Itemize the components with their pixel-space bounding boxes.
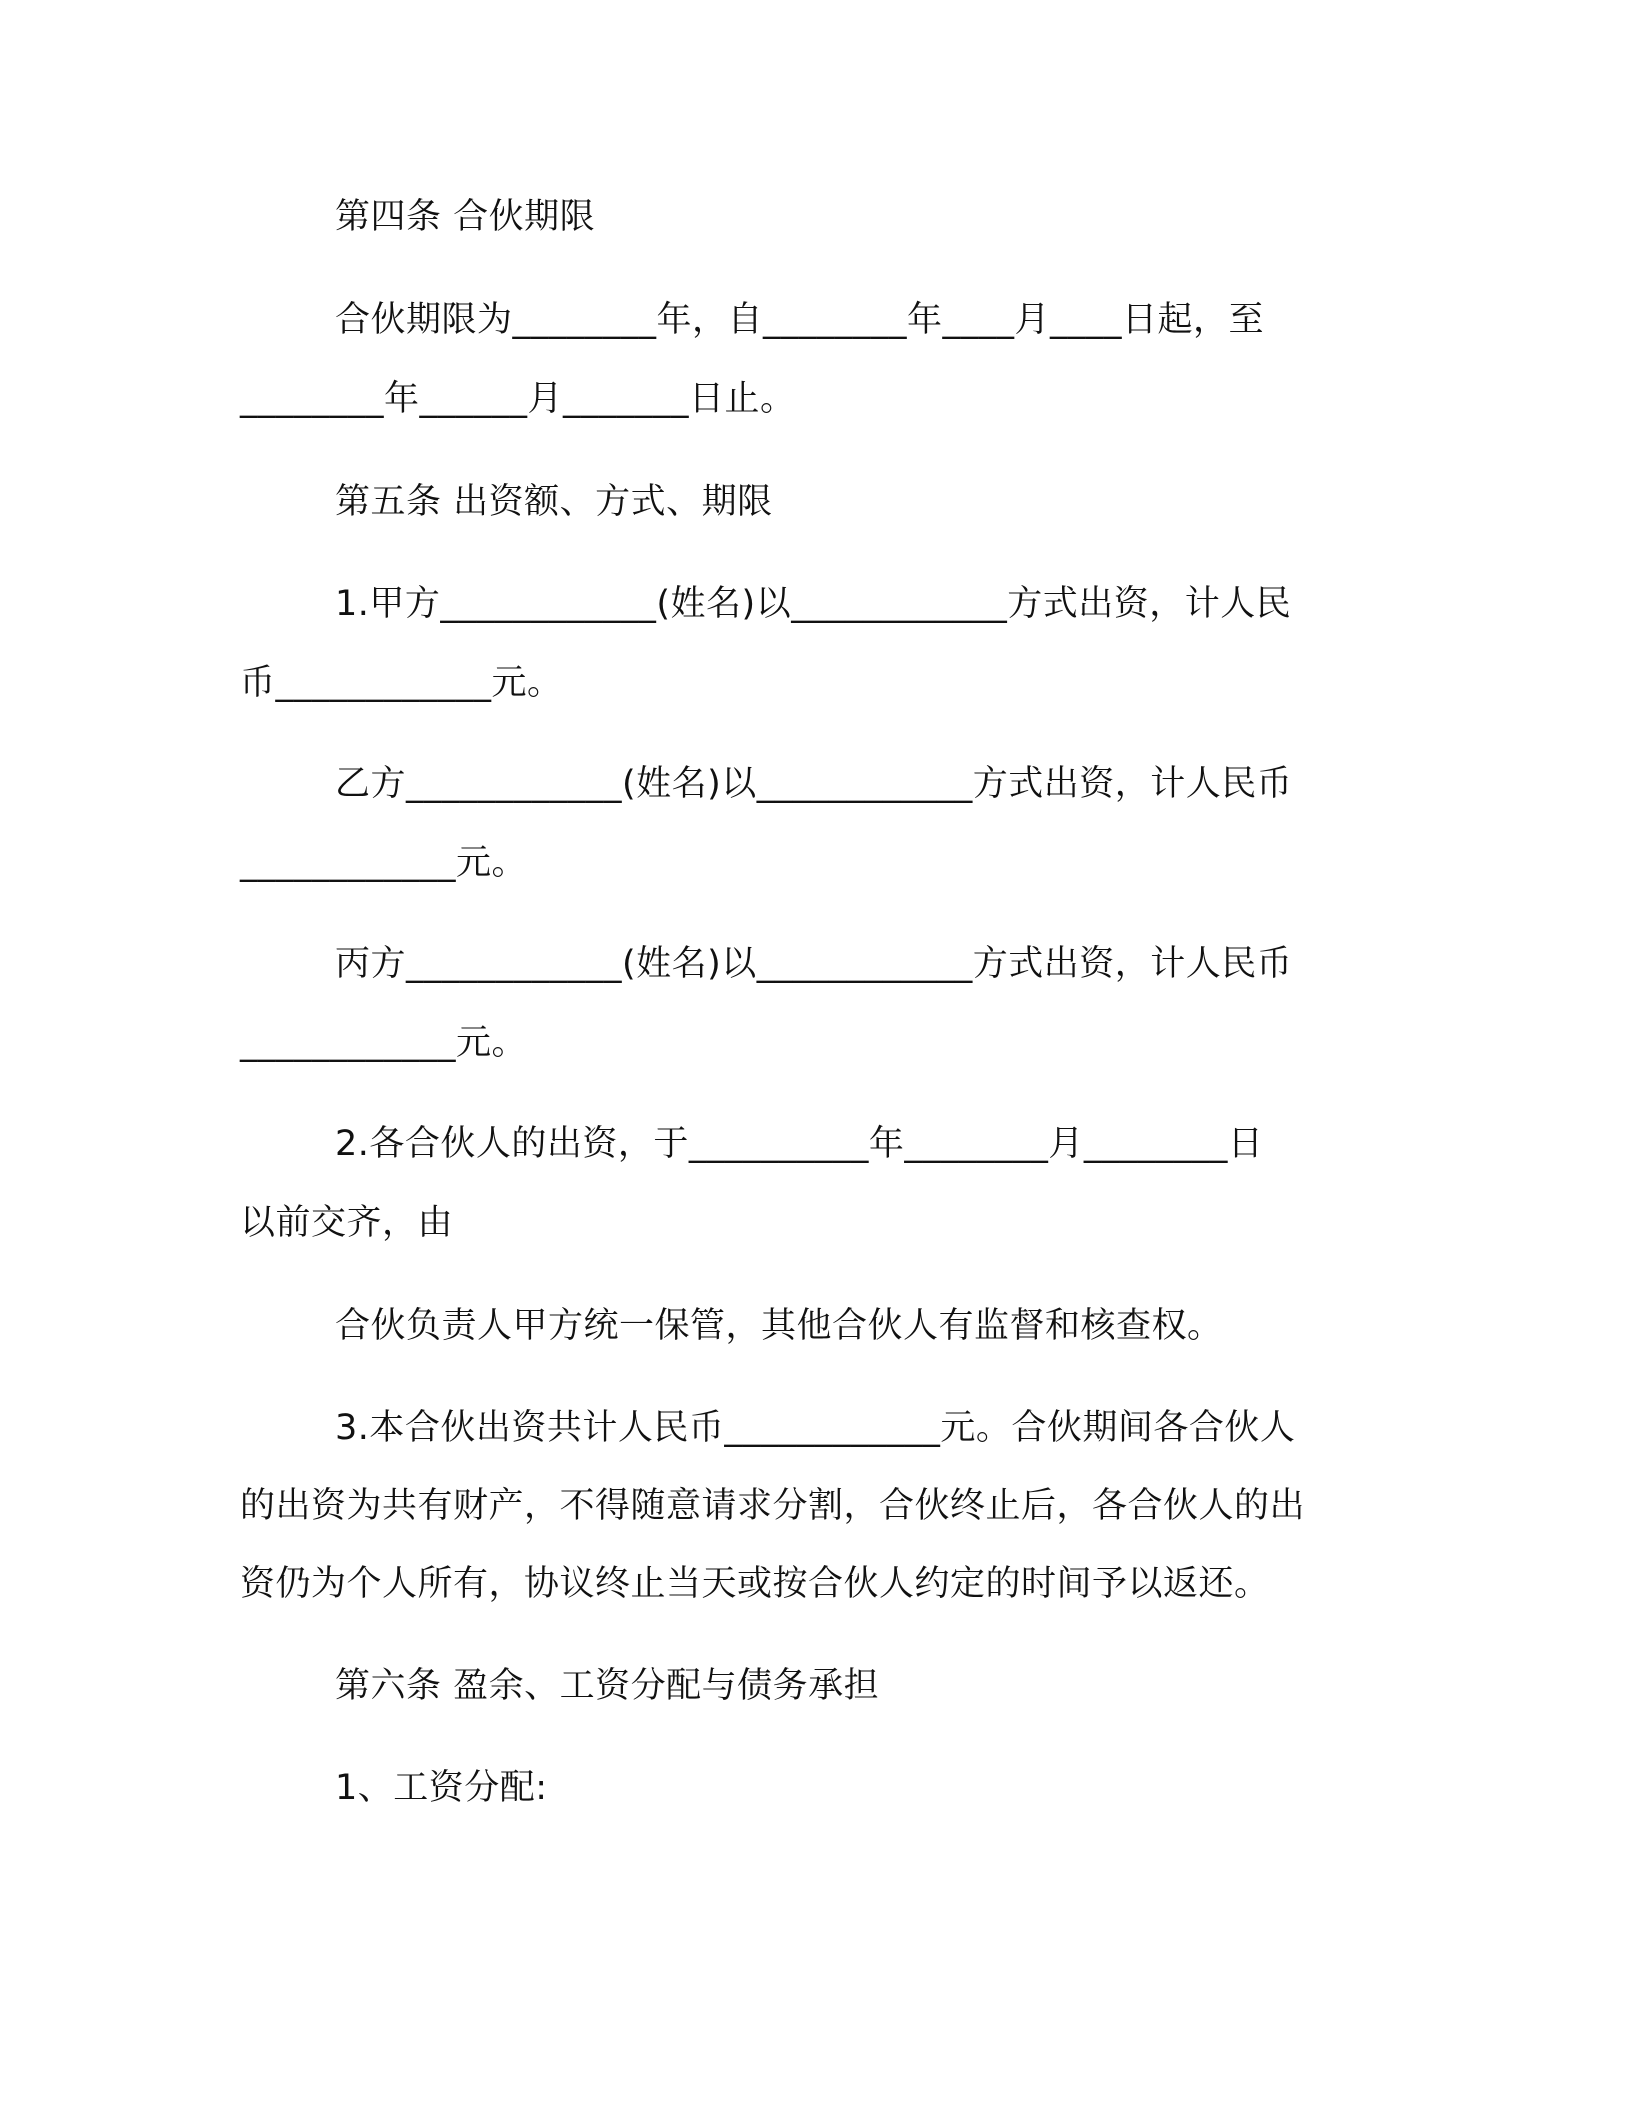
party-a-contribution-line-1: 1.甲方____________(姓名)以____________方式出资，计人民	[335, 584, 1292, 624]
partnership-term-line-1: 合伙期限为________年，自________年____月____日起，至	[335, 300, 1265, 340]
total-contribution-line-1: 3.本合伙出资共计人民币____________元。合伙期间各合伙人	[335, 1408, 1296, 1448]
party-c-contribution-line-2: ____________元。	[240, 1023, 528, 1063]
contribution-deadline-line-2: 以前交齐，由	[240, 1203, 454, 1243]
article-4-heading: 第四条 合伙期限	[335, 197, 596, 237]
party-c-contribution-line-1: 丙方____________(姓名)以____________方式出资，计人民币	[335, 944, 1293, 984]
custody-clause: 合伙负责人甲方统一保管，其他合伙人有监督和核查权。	[335, 1306, 1223, 1346]
party-a-contribution-line-2: 币____________元。	[240, 663, 563, 703]
article-6-heading: 第六条 盈余、工资分配与债务承担	[335, 1666, 880, 1706]
article-5-heading: 第五条 出资额、方式、期限	[335, 482, 773, 522]
total-contribution-line-2: 的出资为共有财产，不得随意请求分割，合伙终止后，各合伙人的出	[240, 1486, 1306, 1526]
contribution-deadline-line-1: 2.各合伙人的出资，于__________年________月________日	[335, 1124, 1264, 1164]
party-b-contribution-line-2: ____________元。	[240, 843, 528, 883]
party-b-contribution-line-1: 乙方____________(姓名)以____________方式出资，计人民币	[335, 764, 1293, 804]
wage-distribution-heading: 1、工资分配:	[335, 1768, 548, 1808]
partnership-term-line-2: ________年______月_______日止。	[240, 379, 796, 419]
total-contribution-line-3: 资仍为个人所有，协议终止当天或按合伙人约定的时间予以返还。	[240, 1564, 1270, 1604]
